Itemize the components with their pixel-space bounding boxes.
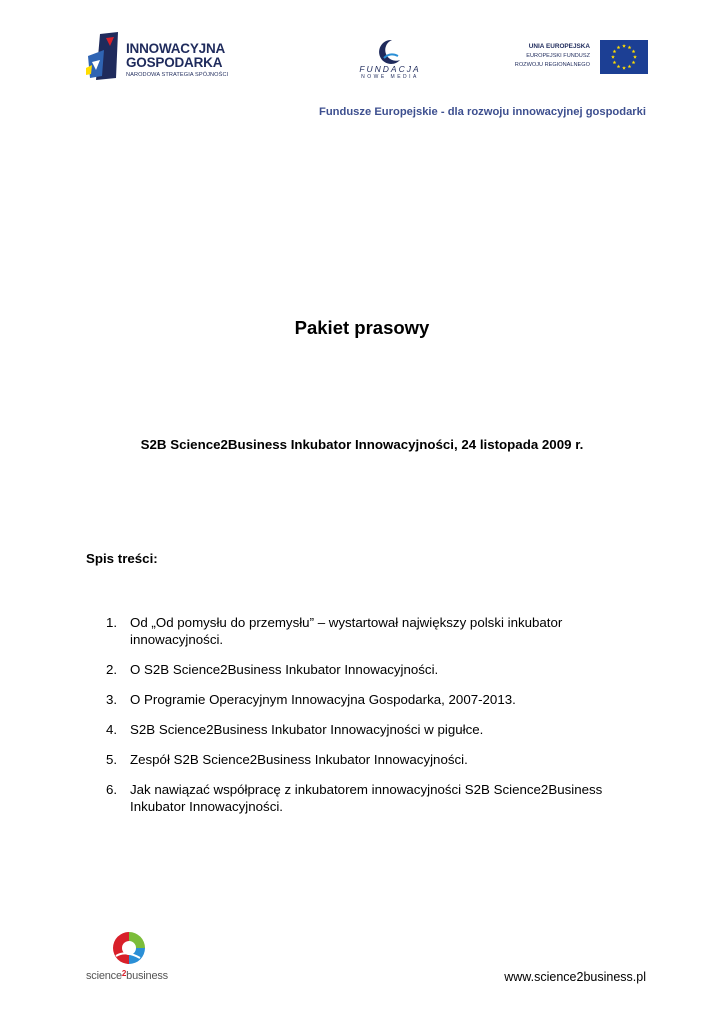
logo-fundacja-line1: FUNDACJA [359,64,421,74]
logo-ig-line1: INNOWACYJNA [126,41,226,56]
toc-item-number: 2. [106,662,118,677]
funding-tagline: Fundusze Europejskie - dla rozwoju innowacyjnej gospodarki [319,106,646,118]
footer-url: www.science2business.pl [504,970,646,984]
wordmark-business: business [126,970,168,982]
logo-ig-line2: GOSPODARKA [126,55,223,70]
toc-item-text: Od „Od pomysłu do przemysłu” – wystartował największy polski inkubator innowacyjności. [130,615,563,647]
eu-flag-icon [600,40,648,74]
fundacja-crescent-icon [374,38,404,66]
toc-item-number: 6. [106,782,118,797]
toc-item-text: Zespół S2B Science2Business Inkubator Innowacyjności. [130,752,468,767]
toc-item [106,614,626,648]
science2business-logo [86,928,178,984]
toc-heading: Spis treści: [86,551,158,566]
logo-ue-line1: UNIA EUROPEJSKA [528,43,590,50]
logo-fundacja-line2: NOWE MEDIA [361,74,419,80]
toc-item [106,691,626,708]
wordmark-science: science [86,970,122,982]
toc-item-number: 4. [106,722,118,737]
logo-ue-line3: ROZWOJU REGIONALNEGO [514,62,590,68]
toc-item-text: O Programie Operacyjnym Innowacyjna Gospodarka, 2007-2013. [130,692,516,707]
page-title: Pakiet prasowy [294,317,430,338]
toc-item-number: 1. [106,615,118,630]
toc-item-text: S2B Science2Business Inkubator Innowacyjności w pigułce. [130,722,484,737]
science2business-wordmark [86,969,168,982]
toc-item-text: Jak nawiązać współpracę z inkubatorem innowacyjności S2B Science2Business Inkubator Innowacyjności. [130,782,603,814]
wordmark-two: 2 [121,969,127,978]
toc-item-number: 5. [106,752,118,767]
toc-item [106,721,626,738]
toc-item [106,781,626,815]
toc-item [106,661,626,678]
page-subtitle: S2B Science2Business Inkubator Innowacyjności, 24 listopada 2009 r. [140,437,584,452]
toc-item-text: O S2B Science2Business Inkubator Innowacyjności. [130,662,439,677]
innowacyjna-gospodarka-emblem-icon [86,32,122,82]
table-of-contents [106,614,626,828]
fundacja-nowe-media-logo [350,38,430,82]
toc-item [106,751,626,768]
logo-ig-line3: NARODOWA STRATEGIA SPÓJNOŚCI [126,72,229,78]
unia-europejska-logo [480,40,648,76]
toc-item-number: 3. [106,692,118,707]
science2business-swirl-icon [106,928,152,968]
logo-ue-line2: EUROPEJSKI FUNDUSZ [526,53,590,59]
innowacyjna-gospodarka-logo [86,32,246,86]
